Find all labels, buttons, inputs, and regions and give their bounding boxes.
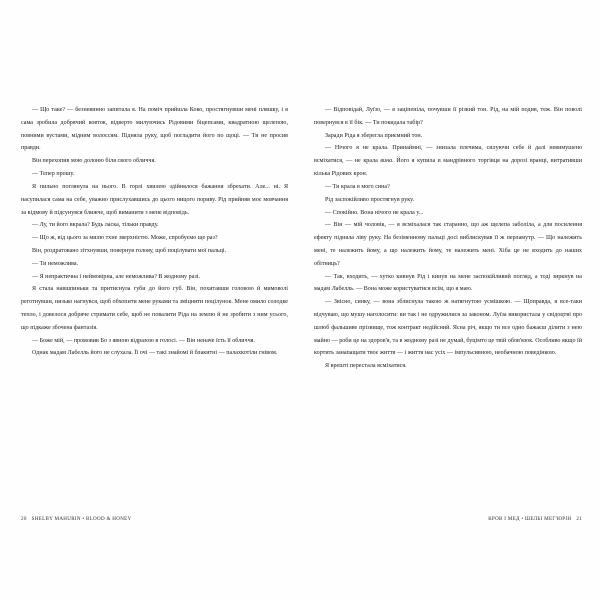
- right-page-text-block: [314, 104, 582, 373]
- paragraph: — Нічого я не крала. Принаймні, — знизала плечима, силуючи себе й далі невимушено всміхатися, — не крала вина. Його я купила в мандрівного торгівця на дорозі вранці, витративши кілька Рідових крон.: [314, 145, 582, 178]
- page-number: 21: [576, 516, 582, 522]
- paragraph: Я врешті перестала всміхатися.: [325, 363, 407, 370]
- right-book-page: [300, 0, 600, 600]
- running-head: КРОВ І МЕД • ШЕЛБІ МЕГ'ЮРІН: [488, 516, 572, 522]
- running-head: SHELBY MAHURIN • BLOOD & HONEY: [31, 516, 132, 522]
- paragraph: — Ти неможлива.: [32, 260, 79, 267]
- paragraph: — Що таке? — безневинно запитала я. На поміч прийшла Коко, простягнувши мені пляшку, і я сама зробила добрячий ковток, відверто милуючись Рідовими біцепсами, квадратною щелепою, повними вустами, мідним волоссям. Підняла руку, щоб погладити його по щоці. — Ти не просив правди.: [21, 107, 288, 152]
- paragraph: — Ти крала в мого сина?: [325, 183, 390, 190]
- paragraph: Заради Ріда я зберегла приємний тон.: [325, 132, 423, 139]
- paragraph: — Лу, ти його вкрала? Будь ласка, тільки правду.: [32, 222, 159, 229]
- left-page-footer: [21, 516, 300, 522]
- paragraph: Він перехопив мою долоню біля свого обличчя.: [32, 158, 156, 165]
- paragraph: — Боже мій, — промовив Бо з явною відразою в голосі. — Він неначе їсть її обличчя.: [32, 337, 255, 344]
- paragraph: — Спокійно. Вона нічого не крала у...: [325, 209, 424, 216]
- paragraph: — Він — мій чоловік, — я всміхалася так старанно, що аж щелепа заболіла, а для посилення ефекту підняла ліву руку. На безіменному пальці досі виблискував її ж перламутр. — Що належить мені, те належить йому, а що належить йому, те належить мені. Хіба це не входить до наших обітниць?: [314, 222, 582, 267]
- paragraph: — Тепер прошу.: [32, 171, 75, 178]
- paragraph: — Я непрактична і неймовірна, але неможлива? В жодному разі.: [32, 273, 201, 280]
- paragraph: Рід заспокійливо простягнув руку.: [325, 196, 415, 203]
- paragraph: — Що ж, від цього за милю тхне зверхністю. Може, спробуємо ще раз?: [32, 235, 218, 242]
- paragraph: Я пильно поглянула на нього. В горлі хвилею здійнялося бажання збрехати. Але... ні. Я насупилася сама на себе, уважно прислухавшись до цього ницого пориву. Рід прийняв моє мовчання за відмову й підсунувся ближче, щоб виманити з мене відповідь.: [21, 183, 288, 216]
- paragraph: Однак мадам Лабелль його не слухала. Її очі — такі знайомі й блакитні — палахкотіли гнівом.: [32, 350, 278, 357]
- paragraph: — Так, входить, — хутко кивнув Рід і кинув на мене заспокійливий погляд, а тоді зиркнув на мадам Лабелль. — Вона може користуватися всім, що я маю.: [314, 273, 582, 293]
- left-page-text-block: [21, 104, 288, 360]
- paragraph: Він, роздратовано зітхнувши, повернув голову, щоб поцілувати мої пальці.: [32, 247, 227, 254]
- page-number: 20: [21, 516, 27, 522]
- right-page-footer: [300, 516, 582, 522]
- paragraph: — Відповідай, Луїзо, — я заціпеніла, почувши її різкий тон. Рід, на мій подив, теж. Він поволі повернувся в її бік. — Ти покидала табір?: [314, 107, 582, 126]
- paragraph: Я стала навшпиньки та притиснула губи до його губ. Він, похитавши головою й мимоволі реготнувши, низько нагнувся, щоб обхопити мене руками та зміцнити поцілунок. Мене омило солодке тепло, і довелося добряче стримати себе, щоб не повалити Ріда на землю й не зробити з ним усього, що підкаже збочена фантазія.: [21, 286, 288, 331]
- paragraph: — Звісно, синку, — вона зблиснула такою ж натягнутою усмішкою. — Щоправда, я все-таки відчуваю, що мушу наголосити: ви так і не одружилися за законом. Луїза використала у свідоцтві про шлюб фальшиве прізвище, тож контракт недійсний. Ясна річ, якщо ти все одно бажаєш ділити з нею майно — роби це на здоров'я, та в жодному разі не думай, буцімто це твій обов'язок. Особливо якщо їй кортить занапащати твоє життя — і життя нас усіх — імпульсивною, необачною поведінкою.: [314, 299, 582, 357]
